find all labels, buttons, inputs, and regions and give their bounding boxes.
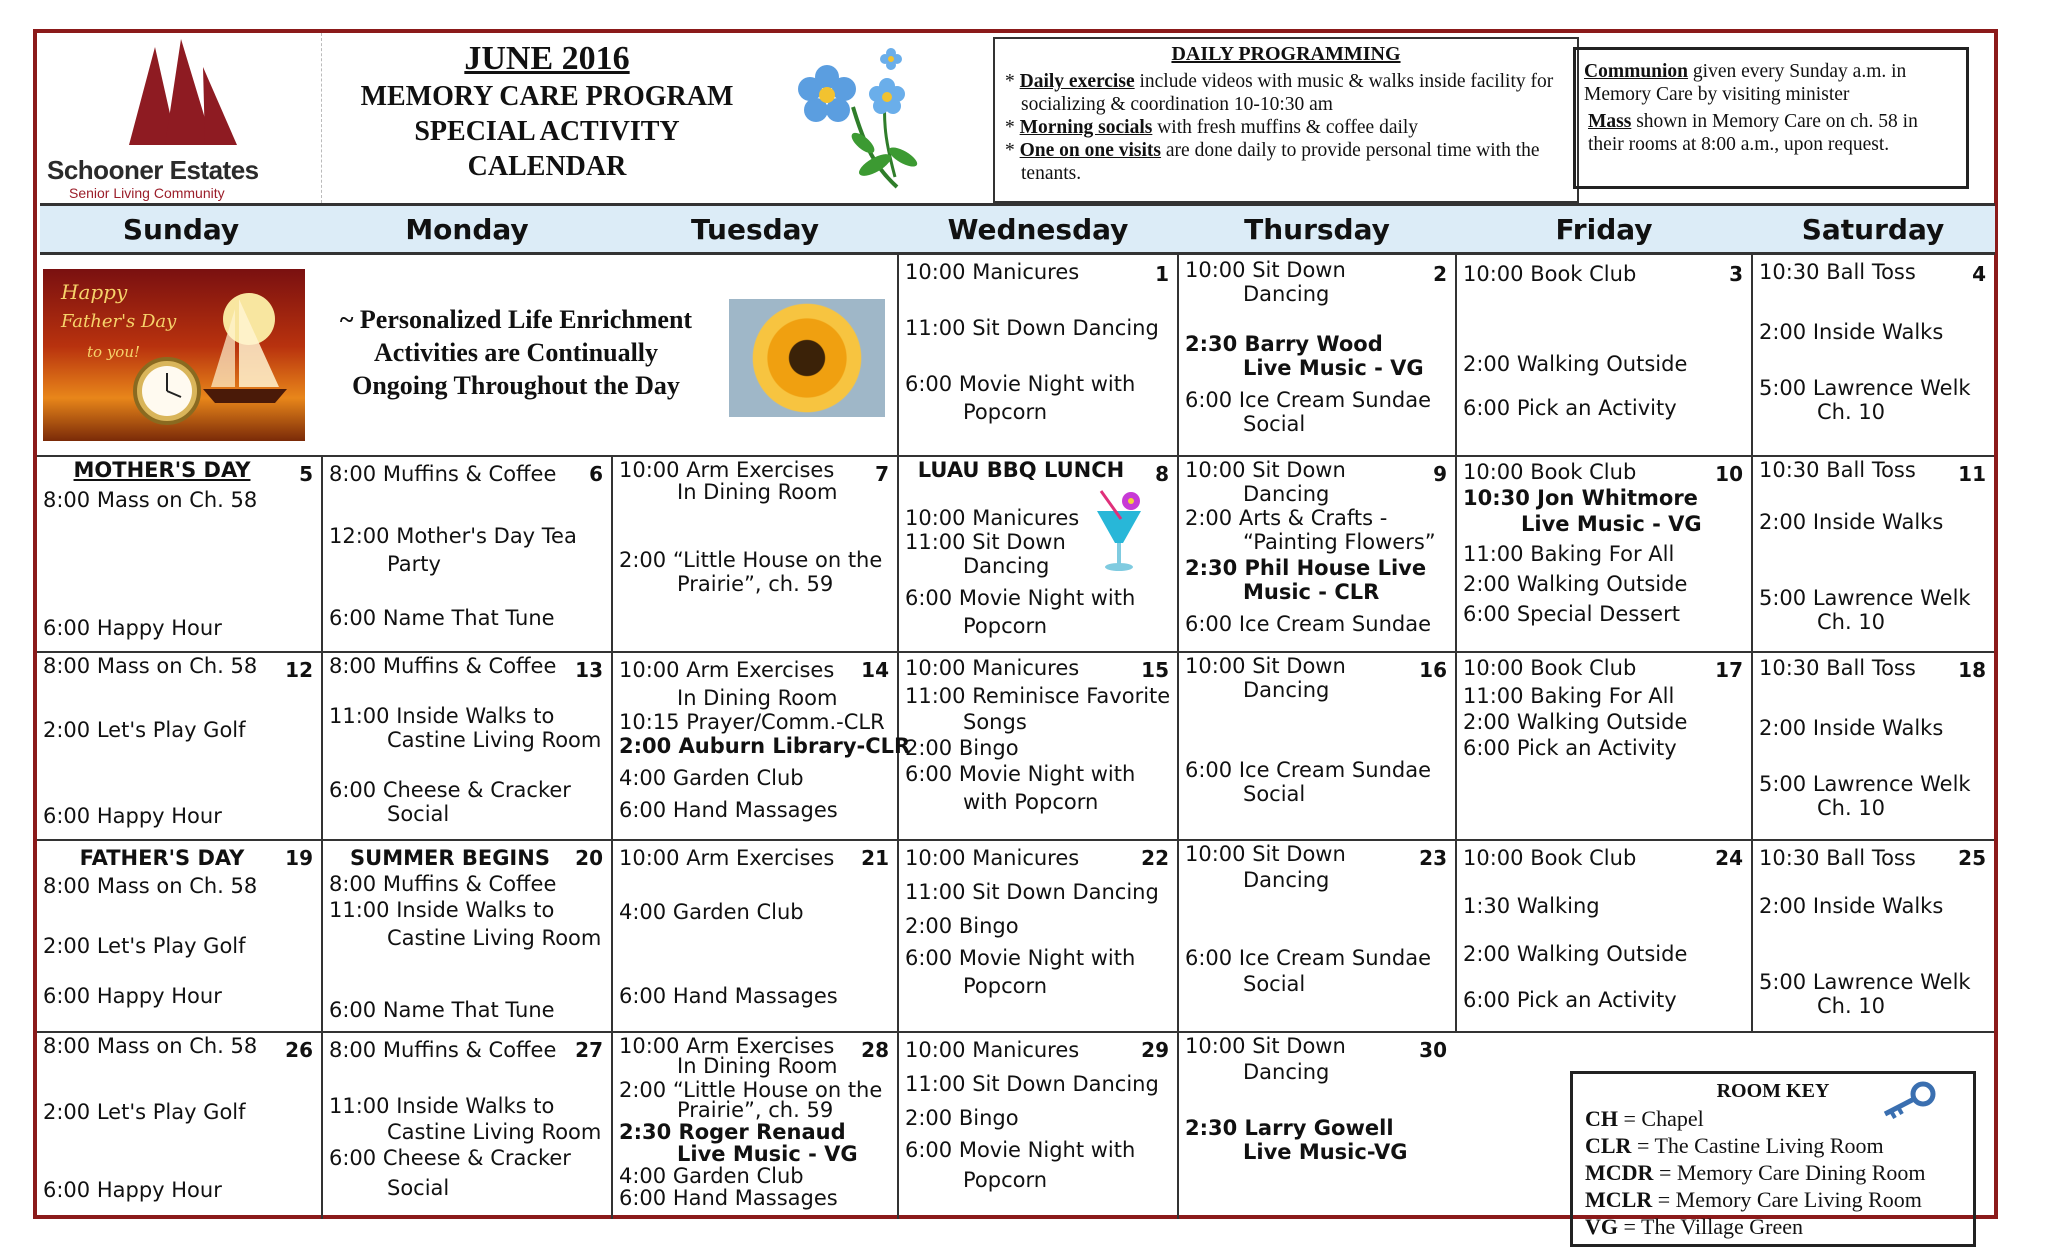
title-line-3: SPECIAL ACTIVITY [414, 116, 680, 147]
enrichment-banner: ~ Personalized Life Enrichment Activities are Continually Ongoing Throughout the Day [339, 305, 693, 400]
day-number: 8 [1155, 462, 1169, 486]
activity-line: FATHER'S DAY [79, 846, 245, 870]
day-cell [37, 653, 321, 839]
activity-line: 6:00 Name That Tune [329, 998, 555, 1022]
activity-line: 2:00 Bingo [905, 914, 1019, 938]
weekday-wednesday: Wednesday [947, 213, 1129, 246]
activity-line: 10:00 Book Club [1463, 846, 1637, 870]
activity-line: 6:00 Movie Night with [905, 1138, 1136, 1162]
activity-line: Dancing [1243, 282, 1330, 306]
activity-line: 2:00 “Little House on the [619, 548, 883, 572]
activity-line: 10:00 Book Club [1463, 460, 1637, 484]
activity-line: 11:00 Inside Walks to [329, 704, 555, 728]
room-key-entry: MCLR = Memory Care Living Room [1585, 1187, 1922, 1212]
activity-line: 5:00 Lawrence Welk [1759, 586, 1971, 610]
activity-line: Prairie”, ch. 59 [677, 1098, 834, 1122]
day-cell [1753, 457, 1994, 651]
title-month: JUNE 2016 [464, 40, 630, 77]
day-number: 21 [861, 846, 889, 870]
activity-line: Popcorn [963, 974, 1048, 998]
day-cell [613, 457, 897, 651]
activity-line: 10:00 Manicures [905, 846, 1080, 870]
day-number: 5 [299, 462, 313, 486]
day-cell [899, 257, 1177, 455]
brand-name: Schooner Estates [47, 155, 259, 185]
room-key-entry: MCDR = Memory Care Dining Room [1585, 1160, 1926, 1185]
activity-line: Social [1243, 782, 1306, 806]
activity-line: 6:00 Cheese & Cracker [329, 778, 571, 802]
weekday-tuesday: Tuesday [691, 213, 819, 246]
activity-line: Party [387, 552, 441, 576]
daily-item: * Daily exercise include videos with music & walks inside facility for socializing & coordination 10-10:30 am [1005, 71, 1554, 115]
activity-line: 2:00 Walking Outside [1463, 572, 1688, 596]
activity-line: SUMMER BEGINS [350, 846, 550, 870]
daily-programming-box [993, 37, 1579, 203]
activity-line: 10:30 Ball Toss [1759, 846, 1916, 870]
activity-line: In Dining Room [677, 686, 838, 710]
activity-line: 10:00 Book Club [1463, 262, 1637, 286]
room-key-heading: ROOM KEY [1716, 1080, 1830, 1102]
day-number: 29 [1141, 1038, 1169, 1062]
day-cell [1179, 841, 1455, 1031]
activity-line: Popcorn [963, 1168, 1048, 1192]
activity-line: 10:00 Sit Down [1185, 458, 1346, 482]
day-cell [323, 841, 611, 1031]
activity-line: 6:00 Ice Cream Sundae [1185, 758, 1431, 782]
day-cell [323, 1033, 611, 1219]
room-key-entry: VG = The Village Green [1585, 1214, 1803, 1239]
day-number: 16 [1419, 658, 1447, 682]
day-cell [1753, 653, 1994, 839]
activity-line: Live Music-VG [1243, 1140, 1408, 1164]
day-number: 27 [575, 1038, 603, 1062]
day-cell [613, 1033, 897, 1219]
activity-line: 10:00 Manicures [905, 260, 1080, 284]
card-text: Happy Father's Day to you! [61, 280, 177, 361]
day-cell [899, 841, 1177, 1031]
activity-line: 10:00 Sit Down [1185, 654, 1346, 678]
activity-line: Castine Living Room [387, 728, 602, 752]
day-number: 23 [1419, 846, 1447, 870]
activity-line: 11:00 Inside Walks to [329, 898, 555, 922]
day-cell [1457, 653, 1751, 839]
title-line-4: CALENDAR [467, 151, 627, 182]
activity-line: 6:00 Hand Massages [619, 984, 838, 1008]
activity-line: 2:30 Larry Gowell [1185, 1116, 1394, 1140]
day-cell [1753, 841, 1994, 1031]
activity-line: 2:30 Roger Renaud [619, 1120, 846, 1144]
activity-line: Popcorn [963, 614, 1048, 638]
activity-line: 6:00 Ice Cream Sundae [1185, 946, 1431, 970]
day-number: 14 [861, 658, 889, 682]
activity-line: Social [1243, 972, 1306, 996]
activity-line: 2:00 Let's Play Golf [43, 1100, 246, 1124]
activity-line: 2:00 Walking Outside [1463, 352, 1688, 376]
day-cell [899, 653, 1177, 839]
brand-tagline: Senior Living Community [69, 185, 225, 201]
weekday-header [40, 203, 1995, 255]
day-number: 4 [1972, 262, 1986, 286]
brand-logo [45, 37, 305, 201]
activity-line: 11:00 Sit Down Dancing [905, 316, 1159, 340]
activity-line: 10:30 Ball Toss [1759, 260, 1916, 284]
day-cell [37, 457, 321, 651]
activity-line: 10:00 Arm Exercises [619, 846, 835, 870]
activity-line: 10:00 Manicures [905, 506, 1080, 530]
title-line-2: MEMORY CARE PROGRAM [360, 81, 734, 112]
activity-line: 5:00 Lawrence Welk [1759, 376, 1971, 400]
activity-line: 6:00 Special Dessert [1463, 602, 1680, 626]
activity-line: 5:00 Lawrence Welk [1759, 970, 1971, 994]
activity-line: 6:00 Name That Tune [329, 606, 555, 630]
activity-line: 10:00 Manicures [905, 656, 1080, 680]
sailboat-clock-icon [43, 269, 305, 441]
activity-line: 6:00 Happy Hour [43, 984, 222, 1008]
activity-line: with Popcorn [963, 790, 1099, 814]
day-number: 18 [1958, 658, 1986, 682]
day-number: 2 [1433, 262, 1447, 286]
room-key-entry: CH = Chapel [1585, 1106, 1704, 1131]
activity-line: Songs [963, 710, 1027, 734]
day-cell [1179, 257, 1455, 455]
activity-line: 10:00 Sit Down [1185, 258, 1346, 282]
activity-line: Dancing [1243, 678, 1330, 702]
activity-line: 6:00 Cheese & Cracker [329, 1146, 571, 1170]
activity-line: Ch. 10 [1817, 400, 1886, 424]
day-number: 11 [1958, 462, 1986, 486]
activity-line: 11:00 Baking For All [1463, 542, 1675, 566]
activity-line: 11:00 Baking For All [1463, 684, 1675, 708]
tropical-drink-icon [1091, 489, 1147, 575]
day-number: 9 [1433, 462, 1447, 486]
activity-line: Dancing [1243, 1060, 1330, 1084]
weekday-monday: Monday [405, 213, 529, 246]
activity-line: In Dining Room [677, 1054, 838, 1078]
activity-line: 2:00 Inside Walks [1759, 894, 1944, 918]
day-number: 19 [285, 846, 313, 870]
day-cell [1179, 1033, 1455, 1219]
activity-line: 8:00 Muffins & Coffee [329, 1038, 557, 1062]
calendar-title [317, 39, 777, 184]
activity-line: 6:00 Hand Massages [619, 798, 838, 822]
activity-line: 10:00 Manicures [905, 1038, 1080, 1062]
activity-line: Dancing [963, 554, 1050, 578]
activity-line: 11:00 Sit Down Dancing [905, 1072, 1159, 1096]
activity-line: 2:00 Bingo [905, 736, 1019, 760]
day-number: 24 [1715, 846, 1743, 870]
day-number: 10 [1715, 462, 1743, 486]
activity-line: 8:00 Muffins & Coffee [329, 654, 557, 678]
day-cell [37, 1033, 321, 1219]
activity-line: 6:00 Movie Night with [905, 762, 1136, 786]
day-cell [1457, 841, 1751, 1031]
activity-line: 6:00 Pick an Activity [1463, 988, 1677, 1012]
daily-item: * One on one visits are done daily to provide personal time with the tenants. [1005, 140, 1540, 184]
activity-line: 11:00 Sit Down Dancing [905, 880, 1159, 904]
day-number: 3 [1729, 262, 1743, 286]
activity-line: 1:30 Walking [1463, 894, 1600, 918]
day-cell [323, 653, 611, 839]
activity-line: Live Music - VG [1521, 512, 1702, 536]
daily-heading: DAILY PROGRAMMING [1171, 43, 1401, 65]
activity-line: 2:00 Inside Walks [1759, 716, 1944, 740]
day-number: 26 [285, 1038, 313, 1062]
communion-note: Communion given every Sunday a.m. in Memory Care by visiting minister [1584, 61, 1907, 105]
day-cell [1753, 257, 1994, 455]
activity-line: 8:00 Mass on Ch. 58 [43, 1034, 258, 1058]
activity-line: Dancing [1243, 482, 1330, 506]
day-number: 30 [1419, 1038, 1447, 1062]
activity-line: 10:00 Sit Down [1185, 842, 1346, 866]
day-number: 28 [861, 1038, 889, 1062]
fathers-day-card [43, 269, 305, 441]
activity-line: MOTHER'S DAY [73, 458, 251, 482]
activity-line: Castine Living Room [387, 1120, 602, 1144]
day-cell [1457, 457, 1751, 651]
activity-line: 2:00 Let's Play Golf [43, 718, 246, 742]
activity-line: 2:00 Auburn Library-CLR [619, 734, 911, 758]
activity-line: 10:00 Arm Exercises [619, 458, 835, 482]
day-cell [1457, 257, 1751, 455]
activity-line: Social [387, 1176, 450, 1200]
activity-line: 2:00 Inside Walks [1759, 510, 1944, 534]
day-number: 7 [875, 462, 889, 486]
activity-line: 2:00 Let's Play Golf [43, 934, 246, 958]
activity-line: 8:00 Muffins & Coffee [329, 872, 557, 896]
activity-line: 10:30 Ball Toss [1759, 656, 1916, 680]
activity-line: 2:00 Bingo [905, 1106, 1019, 1130]
day-number: 12 [285, 658, 313, 682]
activity-line: 5:00 Lawrence Welk [1759, 772, 1971, 796]
activity-line: Social [1243, 412, 1306, 436]
activity-line: Castine Living Room [387, 926, 602, 950]
day-cell [37, 841, 321, 1031]
activity-line: 2:30 Phil House Live [1185, 556, 1427, 580]
blue-flower-icon [775, 47, 935, 197]
activity-line: “Painting Flowers” [1243, 530, 1436, 554]
activity-line: 6:00 Happy Hour [43, 804, 222, 828]
activity-line: 10:15 Prayer/Comm.-CLR [619, 710, 885, 734]
activity-line: Social [387, 802, 450, 826]
daily-item: * Morning socials with fresh muffins & coffee daily [1005, 117, 1419, 138]
room-key-box [1570, 1071, 1976, 1247]
activity-line: 6:00 Movie Night with [905, 586, 1136, 610]
activity-line: 10:00 Arm Exercises [619, 658, 835, 682]
activity-line: 2:00 Arts & Crafts - [1185, 506, 1388, 530]
activity-line: Ch. 10 [1817, 610, 1886, 634]
weekday-saturday: Saturday [1801, 213, 1945, 246]
activity-line: 11:00 Reminisce Favorite [905, 684, 1171, 708]
activity-line: 10:00 Book Club [1463, 656, 1637, 680]
day-number: 17 [1715, 658, 1743, 682]
activity-line: 6:00 Pick an Activity [1463, 736, 1677, 760]
activity-line: Live Music - VG [677, 1142, 858, 1166]
activity-line: 6:00 Happy Hour [43, 616, 222, 640]
weekday-friday: Friday [1555, 213, 1653, 246]
day-number: 22 [1141, 846, 1169, 870]
activity-line: 10:00 Arm Exercises [619, 1034, 835, 1058]
day-cell [1179, 457, 1455, 651]
room-key-entry: CLR = The Castine Living Room [1585, 1133, 1884, 1158]
sailboat-logo-icon [85, 37, 285, 157]
weekday-sunday: Sunday [122, 213, 240, 246]
activity-line: 2:00 “Little House on the [619, 1078, 883, 1102]
day-number: 15 [1141, 658, 1169, 682]
day-number: 6 [589, 462, 603, 486]
day-number: 20 [575, 846, 603, 870]
activity-line: Popcorn [963, 400, 1048, 424]
activity-line: Prairie”, ch. 59 [677, 572, 834, 596]
activity-line: 2:00 Walking Outside [1463, 942, 1688, 966]
activity-line: 4:00 Garden Club [619, 766, 804, 790]
key-icon [1881, 1080, 1937, 1120]
day-number: 25 [1958, 846, 1986, 870]
activity-line: 8:00 Mass on Ch. 58 [43, 654, 258, 678]
activity-line: 8:00 Mass on Ch. 58 [43, 488, 258, 512]
calendar-page [33, 29, 1998, 1239]
activity-line: 10:30 Jon Whitmore [1463, 486, 1698, 510]
activity-line: Dancing [1243, 868, 1330, 892]
weekday-thursday: Thursday [1244, 213, 1390, 246]
activity-line: 6:00 Movie Night with [905, 946, 1136, 970]
activity-line: 6:00 Happy Hour [43, 1178, 222, 1202]
activity-line: Ch. 10 [1817, 994, 1886, 1018]
day-cell [899, 1033, 1177, 1219]
day-cell [613, 653, 911, 839]
activity-line: Ch. 10 [1817, 796, 1886, 820]
mass-note: Mass shown in Memory Care on ch. 58 in their rooms at 8:00 a.m., upon request. [1588, 111, 1918, 155]
activity-line: 4:00 Garden Club [619, 1164, 804, 1188]
sunflower-image [729, 299, 885, 417]
activity-line: 11:00 Inside Walks to [329, 1094, 555, 1118]
header-dash [321, 33, 322, 203]
activity-line: Live Music - VG [1243, 356, 1424, 380]
activity-line: 2:00 Walking Outside [1463, 710, 1688, 734]
activity-line: 6:00 Ice Cream Sundae [1185, 388, 1431, 412]
day-number: 13 [575, 658, 603, 682]
activity-line: 6:00 Hand Massages [619, 1186, 838, 1210]
day-cell [1179, 653, 1455, 839]
activity-line: In Dining Room [677, 480, 838, 504]
activity-line: 8:00 Muffins & Coffee [329, 462, 557, 486]
activity-line: 6:00 Pick an Activity [1463, 396, 1677, 420]
activity-line: 4:00 Garden Club [619, 900, 804, 924]
day-cell [613, 841, 897, 1031]
activity-line: LUAU BBQ LUNCH [917, 458, 1125, 482]
activity-line: 11:00 Sit Down [905, 530, 1066, 554]
activity-line: 8:00 Mass on Ch. 58 [43, 874, 258, 898]
communion-box [1573, 47, 1969, 189]
activity-line: Music - CLR [1243, 580, 1380, 604]
activity-line: 2:30 Barry Wood [1185, 332, 1383, 356]
activity-line: 10:00 Sit Down [1185, 1034, 1346, 1058]
activity-line: 10:30 Ball Toss [1759, 458, 1916, 482]
activity-line: 2:00 Inside Walks [1759, 320, 1944, 344]
day-cell [323, 457, 611, 651]
activity-line: 6:00 Ice Cream Sundae [1185, 612, 1431, 636]
activity-line: 6:00 Movie Night with [905, 372, 1136, 396]
activity-line: 12:00 Mother's Day Tea [329, 524, 577, 548]
day-number: 1 [1155, 262, 1169, 286]
